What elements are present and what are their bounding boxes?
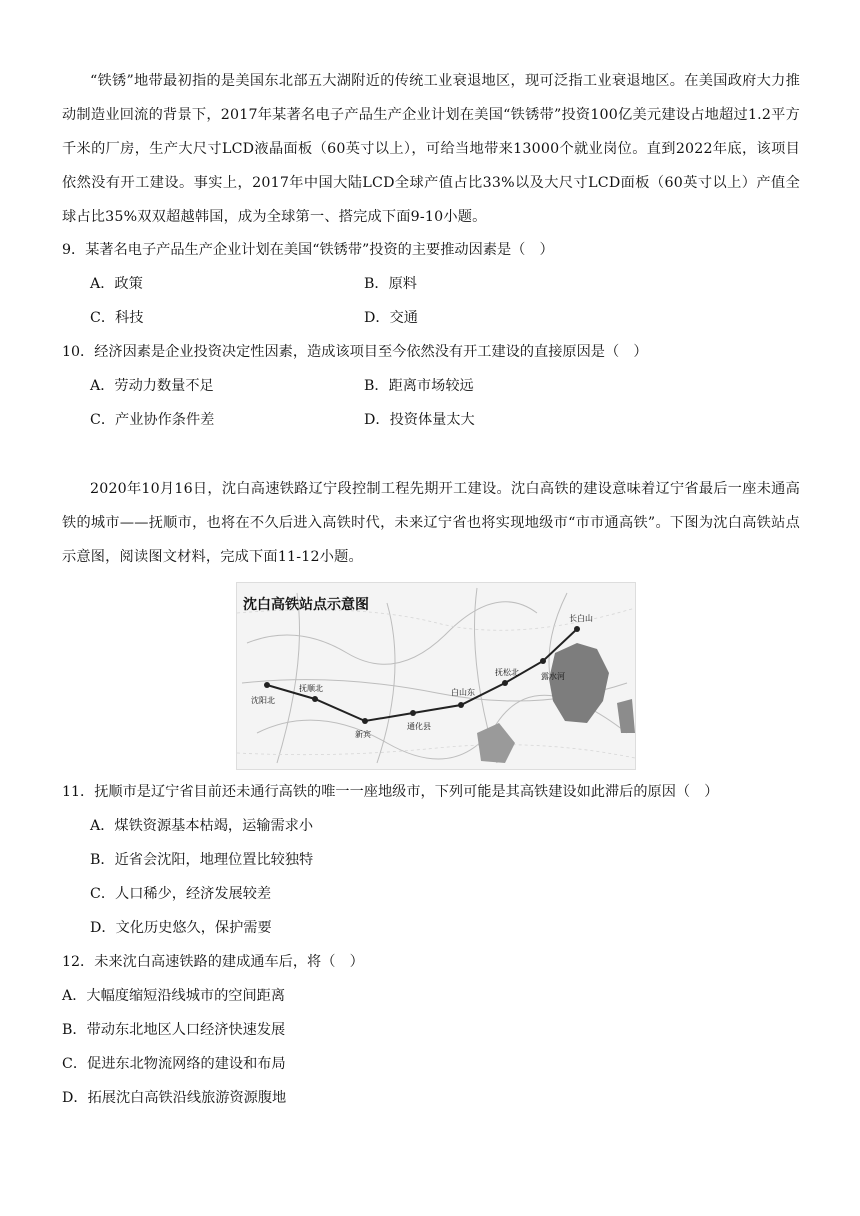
q9-option-b[interactable]: B．原料 [364, 276, 417, 292]
q10-option-b[interactable]: B．距离市场较远 [364, 378, 474, 394]
station-label-7: 露水河 [541, 672, 565, 681]
q11-option-c[interactable]: C．人口稀少，经济发展较差 [90, 886, 272, 902]
question-9-stem: 9．某著名电子产品生产企业计划在美国“铁锈带”投资的主要推动因素是（ ） [62, 242, 554, 258]
station-label-1: 沈阳北 [251, 696, 275, 705]
q12-option-c[interactable]: C．促进东北物流网络的建设和布局 [62, 1056, 286, 1072]
station-label-3: 新宾 [355, 730, 371, 739]
station-label-2: 抚顺北 [299, 684, 323, 693]
map-svg [237, 583, 635, 769]
q10-option-a[interactable]: A．劳动力数量不足 [90, 378, 214, 394]
station-label-8: 长白山 [569, 614, 593, 623]
question-10-stem: 10．经济因素是企业投资决定性因素，造成该项目至今依然没有开工建设的直接原因是（ ） [62, 344, 648, 360]
q10-option-c[interactable]: C．产业协作条件差 [90, 412, 215, 428]
q10-option-d[interactable]: D．投资体量太大 [364, 412, 475, 428]
q12-option-b[interactable]: B．带动东北地区人口经济快速发展 [62, 1022, 286, 1038]
passage-2: 2020年10月16日，沈白高速铁路辽宁段控制工程先期开工建设。沈白高铁的建设意味着辽宁省最后一座未通高铁的城市——抚顺市，也将在不久后进入高铁时代，未来辽宁省也将实现地级市“市市通高铁”。下图为沈白高铁站点示意图，阅读图文材料，完成下面11-12小题。 [62, 481, 800, 565]
q11-option-a[interactable]: A．煤铁资源基本枯竭，运输需求小 [90, 818, 314, 834]
passage-1: “铁锈”地带最初指的是美国东北部五大湖附近的传统工业衰退地区，现可泛指工业衰退地区。在美国政府大力推动制造业回流的背景下，2017年某著名电子产品生产企业计划在美国“铁锈带”投资100亿美元建设占地超过1.2平方千米的厂房，生产大尺寸LCD液晶面板（60英寸以上），可给当地带来13000个就业岗位。直到2022年底，该项目依然没有开工建设。事实上，2017年中国大陆LCD全球产值占比33%以及大尺寸LCD面板（60英寸以上）产值全球占比35%双双超越韩国，成为全球第一、搭完成下面9-10小题。 [62, 73, 800, 225]
question-12-stem: 12．未来沈白高速铁路的建成通车后，将（ ） [62, 954, 364, 970]
q12-option-a[interactable]: A．大幅度缩短沿线城市的空间距离 [62, 988, 286, 1004]
q11-option-d[interactable]: D．文化历史悠久，保护需要 [90, 920, 272, 936]
q9-option-d[interactable]: D．交通 [364, 310, 418, 326]
station-label-6: 抚松北 [495, 668, 519, 677]
q9-option-a[interactable]: A．政策 [90, 276, 143, 292]
railway-station-map [236, 582, 636, 770]
q9-option-c[interactable]: C．科技 [90, 310, 144, 326]
map-title: 沈白高铁站点示意图 [243, 597, 369, 613]
station-label-5: 白山东 [451, 688, 475, 697]
q12-option-d[interactable]: D．拓展沈白高铁沿线旅游资源腹地 [62, 1090, 287, 1106]
q11-option-b[interactable]: B．近省会沈阳，地理位置比较独特 [90, 852, 314, 868]
station-label-4: 通化县 [407, 722, 431, 731]
question-11-stem: 11．抚顺市是辽宁省目前还未通行高铁的唯一一座地级市，下列可能是其高铁建设如此滞后的原因（ ） [62, 784, 719, 800]
